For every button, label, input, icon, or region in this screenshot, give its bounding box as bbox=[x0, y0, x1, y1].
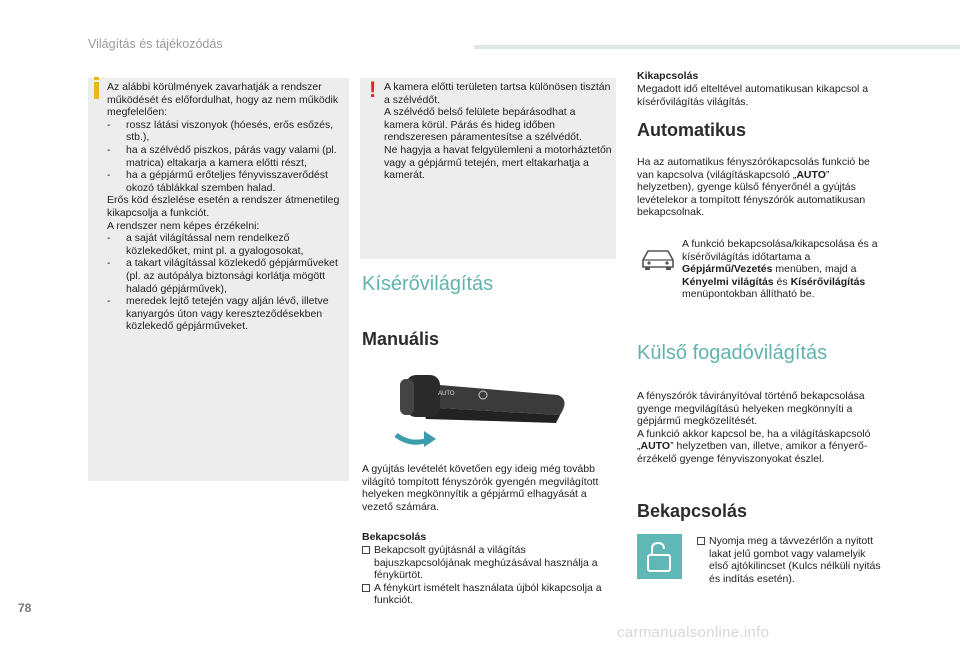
subsection-title-on: Bekapcsolás bbox=[637, 501, 748, 521]
section-title-welcome: Külső fogadóvilágítás bbox=[637, 342, 828, 364]
on-text: Nyomja meg a távvezérlőn a nyitott lakat jelű gombot vagy valamelyik első ajtókilincset (Kulcs nélküli nyitás és indítás esetén). bbox=[697, 535, 887, 585]
list-item: - a saját világítással nem rendelkező közlekedőket, mint pl. a gyalogosokat, bbox=[107, 232, 304, 257]
info-icon bbox=[94, 82, 99, 99]
warning-box-text: A kamera előtti területen tartsa különösen tisztán a szélvédőt. A szélvédő belső felülete bepárásodhat a kamera körül. Párás és hideg időben rendszeresen páramentesítse a szélvédőt. Ne hagyja a havat felgyülemleni a motorháztetőn vagy a gépjármű tetején, mert eltakarhatja a kamerát. bbox=[384, 81, 612, 182]
subsection-title-manual: Manuális bbox=[362, 329, 440, 349]
on-title: Bekapcsolás bbox=[362, 531, 427, 543]
page-number: 78 bbox=[18, 601, 32, 615]
list-item: - a takart világítással közlekedő gépjárműveket (pl. az autópálya biztonsági korlátja mögött haladó gépjárművek), bbox=[107, 257, 338, 295]
lighting-stalk-image bbox=[388, 365, 588, 460]
header-rule bbox=[474, 45, 960, 49]
list-item: A fénykürt ismételt használata újból kikapcsolja a funkciót. bbox=[362, 582, 610, 607]
off-title: Kikapcsolás bbox=[637, 70, 699, 82]
section-header: Világítás és tájékozódás bbox=[88, 37, 223, 51]
checkbox-icon bbox=[362, 546, 370, 554]
list-item: Bekapcsolt gyújtásnál a világítás bajuszkapcsolójának meghúzásával használja a fénykürtöt. bbox=[362, 544, 610, 582]
list-item: - meredek lejtő tetején vagy alján lévő, illetve kanyargós úton vagy kereszteződésekben közlekedő gépjárműveket. bbox=[107, 295, 329, 333]
list-item: - ha a szélvédő piszkos, párás vagy valami (pl. matrica) eltakarja a kamera előtti részt, bbox=[107, 143, 337, 169]
watermark: carmanualsonline.info bbox=[617, 624, 770, 641]
section-title-escort: Kísérővilágítás bbox=[362, 273, 494, 295]
welcome-text: A fényszórók távirányítóval történő bekapcsolása gyenge megvilágítású helyeken megkönnyíti a gépjármű megközelítését. A funkció akkor kapcsol be, ha a világításkapcsoló „AUTO” helyzetben van, illetve, amikor a fényerő-érzékelő gyenge fényviszonyokat észlel. bbox=[637, 390, 871, 465]
subsection-title-auto: Automatikus bbox=[637, 120, 747, 140]
off-text: Megadott idő elteltével automatikusan kikapcsol a kísérővilágítás világítás. bbox=[637, 83, 869, 108]
info-box-text: Az alábbi körülmények zavarhatják a rendszer működését és előfordulhat, hogy az nem működik megfelelően: - rossz látási viszonyok (hóesés, erős esőzés, stb.), - ha a szélvédő piszkos, párás vagy valami (pl. matrica) eltakarja a kamera előtti részt, - ha a gépjármű erőteljes fényvisszaverődést okozó táblákkal szemben halad. Erős köd észlelése esetén a rendszer átmenetileg kikapcsolja a funkciót. A rendszer nem képes érzékelni: - a saját világítással nem rendelkező közlekedőket, mint pl. a gyalogosokat, - a takart világítással közlekedő gépjárműveket (pl. az autópálya biztonsági korlátja mögött haladó gépjárművek), - meredek lejtő tetején vagy alján lévő, illetve kanyargós úton vagy kereszteződésekben közlekedő gépjárműveket. bbox=[107, 81, 345, 333]
unlock-icon bbox=[637, 534, 682, 579]
checkbox-icon bbox=[697, 537, 705, 545]
checkbox-icon bbox=[362, 584, 370, 592]
list-item: - ha a gépjármű erőteljes fényvisszaverődést okozó táblákkal szemben halad. bbox=[107, 169, 328, 194]
car-settings-icon bbox=[640, 246, 676, 277]
stalk-auto-label: AUTO bbox=[438, 391, 455, 397]
car-note: A funkció bekapcsolása/kikapcsolása és a kísérővilágítás időtartama a Gépjármű/Vezetés menüben, majd a Kényelmi világítás és Kísérővilágítás menüpontokban állítható be. bbox=[682, 238, 878, 301]
on-list bbox=[362, 544, 610, 607]
warning-icon: ! bbox=[369, 77, 377, 102]
manual-body: A gyújtás levételét követően egy ideig még tovább világító tompított fényszórók gyengén megvilágított helyeken megkönnyítik a gépjármű elhagyását a vezető számára. bbox=[362, 463, 599, 513]
auto-text: Ha az automatikus fényszórókapcsolás funkció be van kapcsolva (világításkapcsoló „AUTO” helyzetben), gyenge külső fényerőnél a gyújtás levételekor a tompított fényszórók automatikusan bekapcsolnak. bbox=[637, 156, 870, 219]
list-item: - rossz látási viszonyok (hóesés, erős esőzés, stb.), bbox=[107, 118, 334, 144]
